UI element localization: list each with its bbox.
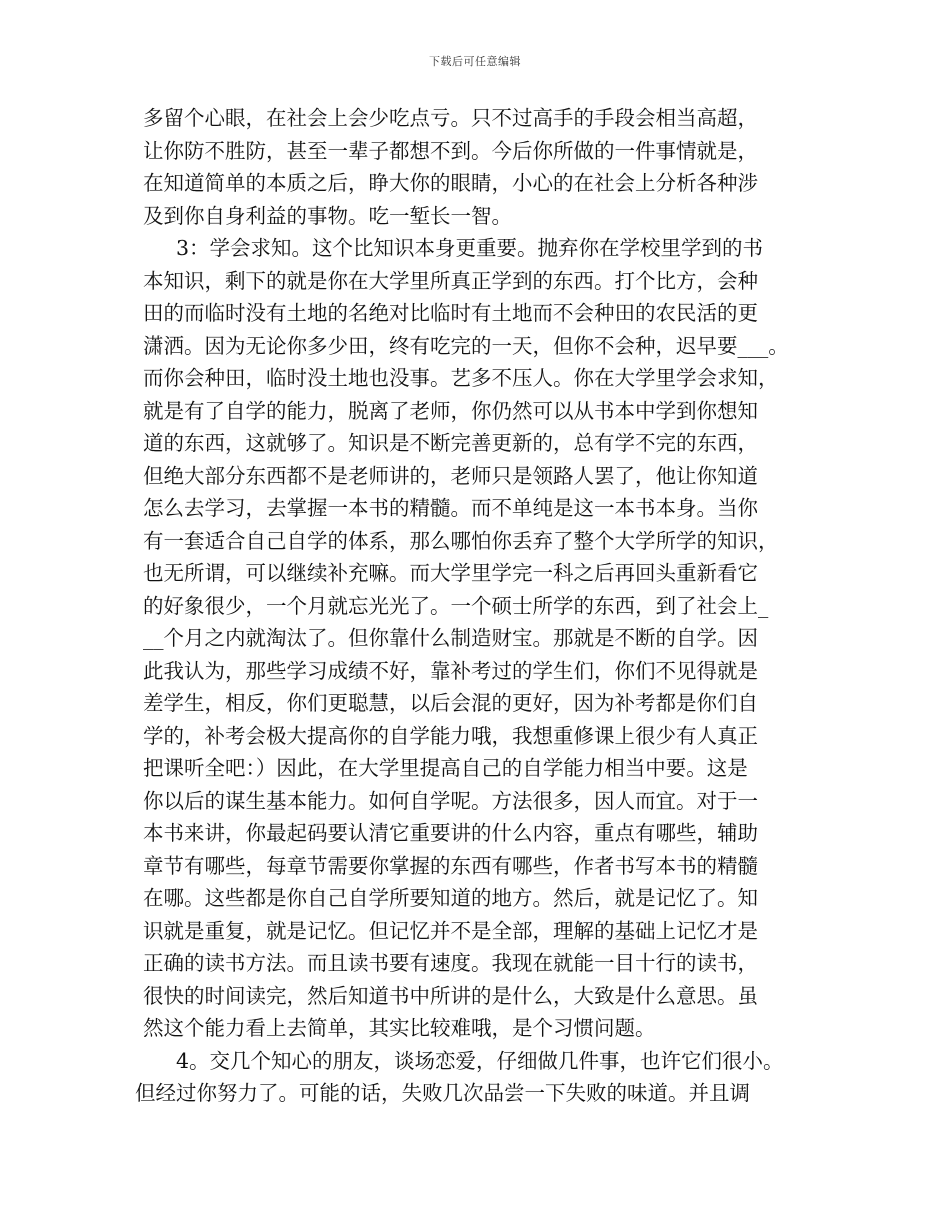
- text-line: 此我认为，那些学习成绩不好，靠补考过的学生们，你们不见得就是: [143, 658, 758, 683]
- text-line: 有一套适合自己自学的体系，那么哪怕你丢弃了整个大学所学的知识，: [143, 528, 779, 553]
- text-line: 多留个心眼，在社会上会少吃点亏。只不过高手的手段会相当高超，: [143, 106, 758, 130]
- text-line: 识就是重复，就是记忆。但记忆并不是全部，理解的基础上记忆才是: [143, 918, 758, 943]
- text-line: 但经过你努力了。可能的话，失败几次品尝一下失败的味道。并且调: [135, 1081, 750, 1105]
- text-line: 在知道简单的本质之后，睁大你的眼睛，小心的在社会上分析各种涉: [143, 171, 758, 195]
- text-line: 本知识，剩下的就是你在大学里所真正学到的东西。打个比方，会种: [143, 268, 758, 293]
- text-line: 把课听全吧：）因此，在大学里提高自己的自学能力相当中要。这是: [143, 756, 748, 780]
- text-line: 的好象很少，一个月就忘光光了。一个硕士所学的东西，到了社会上_: [143, 593, 769, 618]
- text-line: 让你防不胜防，甚至一辈子都想不到。今后你所做的一件事情就是，: [143, 138, 758, 163]
- text-line: 然这个能力看上去简单，其实比较难哦，是个习惯问题。: [143, 1016, 656, 1040]
- text-line-paragraph-start: 3：学会求知。这个比知识本身更重要。抛弃你在学校里学到的书: [176, 236, 764, 260]
- text-line: 很快的时间读完，然后知道书中所讲的是什么，大致是什么意思。虽: [143, 983, 758, 1008]
- text-line: 章节有哪些，每章节需要你掌握的东西有哪些，作者书写本书的精髓: [143, 853, 758, 878]
- text-line: 学的，补考会极大提高你的自学能力哦，我想重修课上很少有人真正: [143, 723, 758, 748]
- text-line: 潇洒。因为无论你多少田，终有吃完的一天，但你不会种，迟早要___。: [143, 333, 789, 358]
- document-body: [135, 102, 830, 1110]
- text-line: 及到你自身利益的事物。吃一堑长一智。: [143, 203, 512, 228]
- text-line: 怎么去学习，去掌握一本书的精髓。而不单纯是这一本书本身。当你: [143, 496, 758, 520]
- text-line: 差学生，相反，你们更聪慧，以后会混的更好，因为补考都是你们自: [143, 691, 758, 715]
- text-line: 也无所谓，可以继续补充嘛。而大学里学完一科之后再回头重新看它: [143, 561, 758, 585]
- text-line: 正确的读书方法。而且读书要有速度。我现在就能一目十行的读书，: [143, 951, 758, 975]
- text-line: 道的东西，这就够了。知识是不断完善更新的，总有学不完的东西，: [143, 431, 758, 455]
- text-line: 本书来讲，你最起码要认清它重要讲的什么内容，重点有哪些，辅助: [143, 821, 758, 845]
- text-line-paragraph-start: 4。交几个知心的朋友，谈场恋爱，仔细做几件事，也许它们很小。: [176, 1048, 784, 1073]
- text-line: 就是有了自学的能力，脱离了老师，你仍然可以从书本中学到你想知: [143, 398, 758, 423]
- text-line: __个月之内就淘汰了。但你靠什么制造财宝。那就是不断的自学。因: [143, 626, 758, 650]
- text-line: 在哪。这些都是你自己自学所要知道的地方。然后，就是记忆了。知: [143, 886, 758, 910]
- page-header: 下载后可任意编辑: [429, 55, 521, 68]
- text-line: 但绝大部分东西都不是老师讲的，老师只是领路人罢了，他让你知道: [143, 463, 758, 488]
- text-line: 你以后的谋生基本能力。如何自学呢。方法很多，因人而宜。对于一: [143, 788, 758, 813]
- text-line: 而你会种田，临时没土地也没事。艺多不压人。你在大学里学会求知，: [143, 366, 779, 390]
- text-line: 田的而临时没有土地的名绝对比临时有土地而不会种田的农民活的更: [143, 301, 758, 325]
